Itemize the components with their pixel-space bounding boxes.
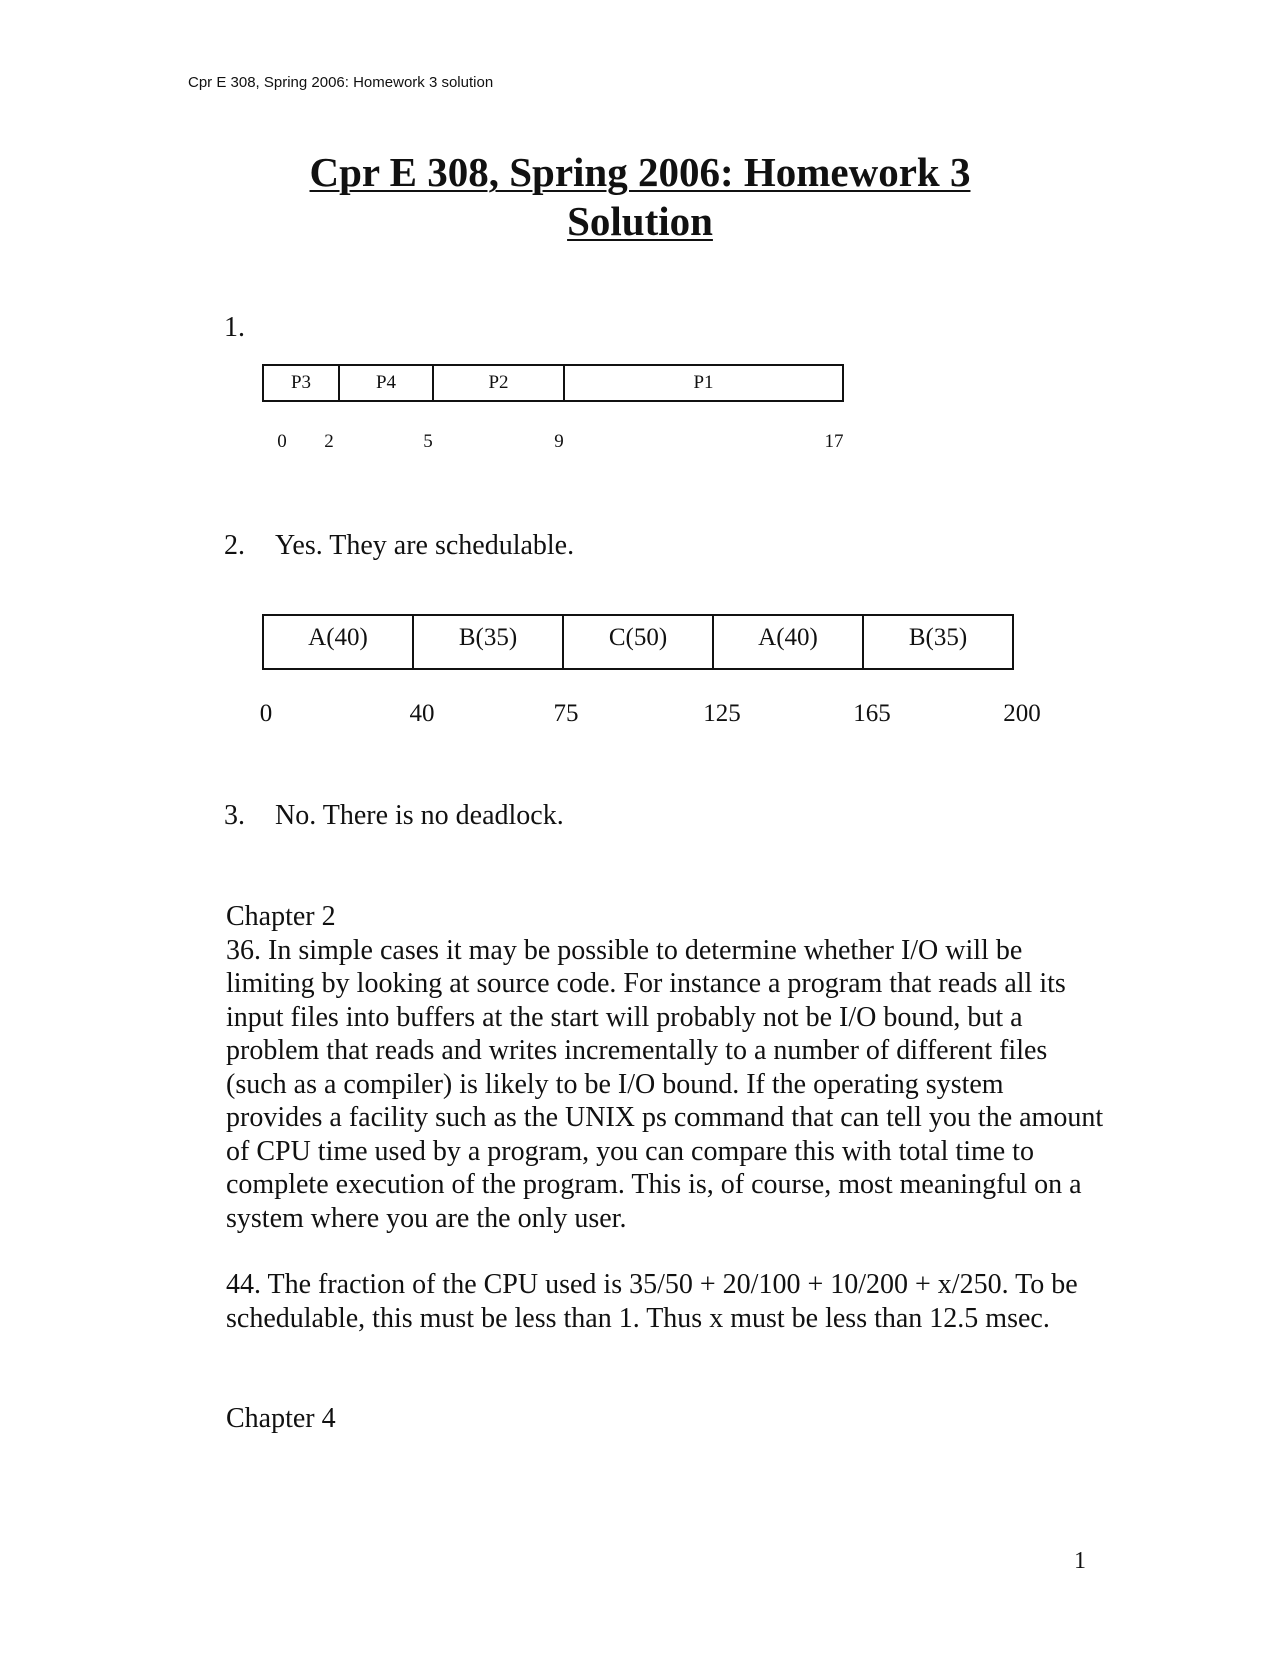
running-header: Cpr E 308, Spring 2006: Homework 3 solution [188, 74, 494, 91]
gantt-chart-q2 [259, 614, 1041, 730]
gantt2-tick: 0 [259, 700, 273, 727]
gantt2-segment: A(40) [712, 614, 864, 670]
gantt2-tick: 75 [553, 700, 579, 727]
gantt1-tick: 2 [324, 431, 334, 452]
gantt2-tick: 165 [853, 700, 891, 727]
gantt1-tick: 9 [554, 431, 564, 452]
title-line-1: Cpr E 308, Spring 2006: Homework 3 [309, 149, 971, 195]
question-1-number: 1. [224, 312, 245, 343]
gantt2-tick: 40 [409, 700, 435, 727]
answer-44: 44. The fraction of the CPU used is 35/50 + 20/100 + 10/200 + x/250. To be schedulable, this must be less than 1. Thus x must be less than 12.5 msec. [226, 1269, 1078, 1334]
gantt1-segment: P1 [563, 364, 844, 402]
gantt2-segment: C(50) [562, 614, 714, 670]
question-3-number: 3. [224, 800, 245, 831]
gantt1-segment: P2 [432, 364, 565, 402]
gantt2-tick: 200 [1003, 700, 1041, 727]
question-3-answer: No. There is no deadlock. [275, 800, 564, 831]
title-line-2: Solution [567, 198, 713, 244]
gantt2-segment: A(40) [262, 614, 414, 670]
chapter-4-section [226, 1402, 1106, 1436]
page-number: 1 [1074, 1548, 1086, 1574]
answer-36: 36. In simple cases it may be possible to determine whether I/O will be limiting by looking at source code. For instance a program that reads all its input files into buffers at the start will probably not be I/O bound, but a problem that reads and writes incrementally to a number of different files (such as a compiler) is likely to be I/O bound. If the operating system provides a facility such as the UNIX ps command that can tell you the amount of CPU time used by a program, you can compare this with total time to complete execution of the program. This is, of course, most meaningful on a system where you are the only user. [226, 934, 1104, 1234]
gantt1-segment: P4 [338, 364, 434, 402]
chapter-2-section [226, 900, 1106, 1235]
question-2-number: 2. [224, 530, 245, 561]
gantt-chart-q1 [262, 364, 844, 452]
chapter-4-heading: Chapter 4 [226, 1403, 336, 1434]
chapter-2-heading: Chapter 2 [226, 901, 336, 932]
page-title [0, 148, 1280, 246]
gantt1-segment: P3 [262, 364, 340, 402]
gantt1-tick: 17 [824, 431, 844, 452]
answer-44-section [226, 1268, 1106, 1335]
gantt2-tick: 125 [703, 700, 741, 727]
gantt2-segment: B(35) [862, 614, 1014, 670]
gantt1-tick: 5 [423, 431, 433, 452]
question-2-answer: Yes. They are schedulable. [275, 530, 575, 561]
gantt2-segment: B(35) [412, 614, 564, 670]
gantt1-tick: 0 [277, 431, 287, 452]
